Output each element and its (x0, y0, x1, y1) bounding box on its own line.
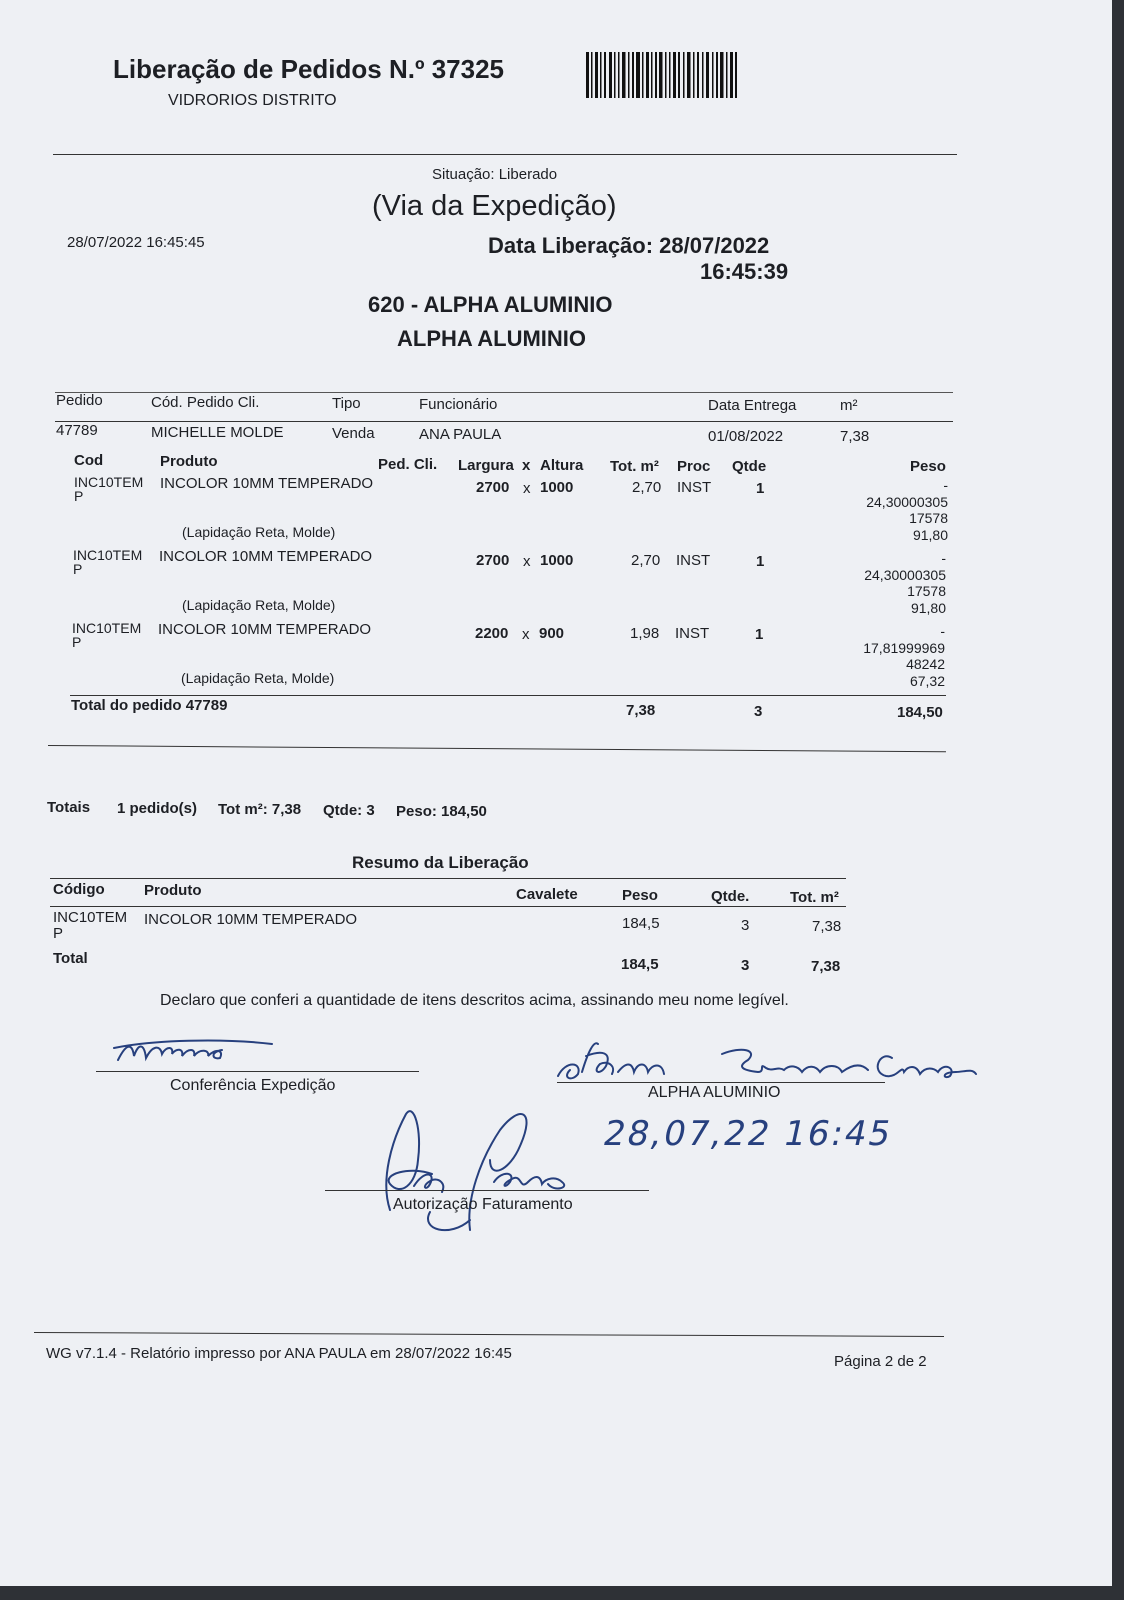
item-peso-line1: 17,81999969 (863, 640, 945, 656)
signature-name-3 (400, 1160, 405, 1161)
print-datetime: 28/07/2022 16:45:45 (67, 234, 205, 251)
item-peso-line1: 24,30000305 (866, 494, 948, 510)
summary-col-cavalete: Cavalete (516, 886, 578, 903)
summary-total-tot-m2: 7,38 (811, 958, 841, 975)
summary-top-rule (50, 878, 846, 879)
item-peso-dash: - (940, 623, 945, 639)
item-largura: 2700 (476, 552, 510, 569)
item-obs: (Lapidação Reta, Molde) (181, 670, 335, 686)
item-x: x (522, 626, 530, 643)
items-col-altura: Altura (540, 457, 584, 474)
order-pedido: 47789 (56, 422, 98, 439)
declaration-text: Declaro que conferi a quantidade de itens descritos acima, assinando meu nome legível. (160, 992, 789, 1009)
release-time: 16:45:39 (700, 259, 789, 284)
summary-header-rule (50, 906, 846, 907)
col-cod-pedido-cli: Cód. Pedido Cli. (151, 394, 260, 411)
summary-col-qtde: Qtde. (711, 888, 750, 905)
items-col-tot-m2: Tot. m² (610, 458, 659, 475)
item-cod-cont: P (74, 488, 84, 504)
order-m2: 7,38 (840, 428, 870, 445)
page-number: Página 2 de 2 (834, 1353, 927, 1370)
items-col-ped-cli: Ped. Cli. (378, 456, 438, 473)
summary-col-peso: Peso (622, 887, 658, 904)
summary-title: Resumo da Liberação (352, 853, 529, 872)
status-text: Situação: Liberado (432, 166, 558, 183)
order-data-entrega: 01/08/2022 (708, 428, 784, 445)
signature-autorizacao (370, 1100, 600, 1240)
signature-name-1 (124, 1036, 127, 1037)
order-total-label: Total do pedido 47789 (71, 697, 228, 714)
totals-m2: Tot m²: 7,38 (218, 801, 302, 818)
summary-col-produto: Produto (144, 882, 202, 899)
items-col-qtde: Qtde (732, 458, 767, 475)
item-peso-line2: 17578 (909, 510, 948, 526)
items-col-largura: Largura (458, 457, 514, 474)
item-peso-line1: 24,30000305 (864, 567, 946, 583)
item-qtde: 1 (756, 480, 765, 497)
totals-peso: Peso: 184,50 (396, 803, 487, 820)
col-pedido: Pedido (56, 392, 103, 409)
item-largura: 2200 (475, 625, 509, 642)
item-peso-line2: 48242 (906, 656, 945, 672)
item-produto: INCOLOR 10MM TEMPERADO (159, 548, 373, 565)
release-date: Data Liberação: 28/07/2022 (488, 233, 770, 258)
items-col-x: x (522, 457, 531, 474)
order-header-top-rule (55, 392, 953, 393)
item-cod: INC10TEM (72, 620, 142, 636)
col-funcionario: Funcionário (419, 396, 498, 413)
col-m2: m² (840, 397, 858, 414)
order-header-bottom-rule (55, 421, 953, 422)
summary-row-qtde: 3 (741, 917, 750, 934)
order-total-m2: 7,38 (626, 702, 656, 719)
items-col-cod: Cod (74, 452, 104, 469)
summary-row-tot-m2: 7,38 (812, 918, 842, 935)
order-total-peso: 184,50 (897, 704, 943, 721)
item-peso-dash: - (943, 477, 948, 493)
item-tot-m2: 2,70 (631, 552, 661, 569)
col-data-entrega: Data Entrega (708, 397, 797, 414)
item-x: x (523, 480, 531, 497)
item-proc: INST (676, 552, 711, 569)
summary-col-codigo: Código (53, 881, 105, 898)
item-qtde: 1 (755, 626, 764, 643)
footer-report-info: WG v7.1.4 - Relatório impresso por ANA PAULA em 28/07/2022 16:45 (46, 1345, 512, 1362)
totals-pedidos: 1 pedido(s) (117, 800, 198, 817)
item-altura: 900 (539, 625, 565, 642)
item-cod-cont: P (73, 561, 83, 577)
item-qtde: 1 (756, 553, 765, 570)
totals-qtde: Qtde: 3 (323, 802, 375, 819)
summary-total-label: Total (53, 950, 88, 967)
items-col-produto: Produto (160, 453, 218, 470)
item-cod-cont: P (72, 634, 82, 650)
item-peso-line3: 91,80 (910, 600, 946, 616)
item-cod: INC10TEM (73, 547, 143, 563)
copy-label: (Via da Expedição) (372, 190, 617, 222)
company-name: VIDRORIOS DISTRITO (168, 92, 337, 109)
document-title: Liberação de Pedidos N.º 37325 (113, 54, 504, 84)
order-cod-cli: MICHELLE MOLDE (151, 424, 284, 441)
footer-divider (34, 1332, 944, 1337)
handwritten-datetime: 28,07,22 16:45 (599, 1114, 897, 1154)
item-peso-line2: 17578 (907, 583, 946, 599)
conferencia-label: Conferência Expedição (170, 1077, 336, 1094)
item-peso-line3: 91,80 (912, 527, 948, 543)
signature-conferencia (112, 1034, 282, 1070)
signature-name-2 (600, 1040, 609, 1041)
item-altura: 1000 (540, 479, 574, 496)
item-tot-m2: 2,70 (632, 479, 662, 496)
summary-total-peso: 184,5 (621, 956, 659, 973)
signature-line-autorizacao (325, 1190, 649, 1191)
order-total-qtde: 3 (754, 703, 763, 720)
order-funcionario: ANA PAULA (419, 426, 502, 443)
items-col-proc: Proc (677, 458, 711, 475)
item-tot-m2: 1,98 (630, 625, 660, 642)
client-signature-label: ALPHA ALUMINIO (648, 1084, 781, 1101)
item-cod: INC10TEM (74, 474, 144, 490)
header-divider (53, 154, 957, 155)
signature-line-conferencia (96, 1071, 419, 1072)
item-peso-dash: - (941, 550, 946, 566)
item-proc: INST (677, 479, 712, 496)
summary-row-codigo-cont: P (53, 925, 64, 942)
client-code-name: 620 - ALPHA ALUMINIO (368, 292, 613, 317)
item-peso-line3: 67,32 (909, 673, 945, 689)
summary-row-produto: INCOLOR 10MM TEMPERADO (144, 911, 358, 928)
items-col-peso: Peso (910, 458, 946, 475)
section-divider (48, 745, 946, 752)
item-obs: (Lapidação Reta, Molde) (182, 597, 336, 613)
col-tipo: Tipo (332, 395, 361, 412)
order-tipo: Venda (332, 425, 375, 442)
summary-total-qtde: 3 (741, 957, 750, 974)
signature-line-client (557, 1082, 885, 1083)
item-produto: INCOLOR 10MM TEMPERADO (158, 621, 372, 638)
client-name: ALPHA ALUMINIO (397, 326, 587, 351)
item-obs: (Lapidação Reta, Molde) (182, 524, 336, 540)
signature-client (552, 1032, 1002, 1092)
summary-col-tot-m2: Tot. m² (790, 889, 839, 906)
item-x: x (523, 553, 531, 570)
item-largura: 2700 (476, 479, 510, 496)
summary-row-peso: 184,5 (622, 915, 660, 932)
barcode-icon (586, 52, 746, 100)
order-total-rule (70, 695, 946, 696)
autorizacao-label: Autorização Faturamento (393, 1196, 573, 1213)
totals-label: Totais (47, 799, 91, 816)
item-altura: 1000 (540, 552, 574, 569)
summary-row-codigo: INC10TEM (53, 909, 128, 926)
item-proc: INST (675, 625, 710, 642)
item-produto: INCOLOR 10MM TEMPERADO (160, 475, 374, 492)
